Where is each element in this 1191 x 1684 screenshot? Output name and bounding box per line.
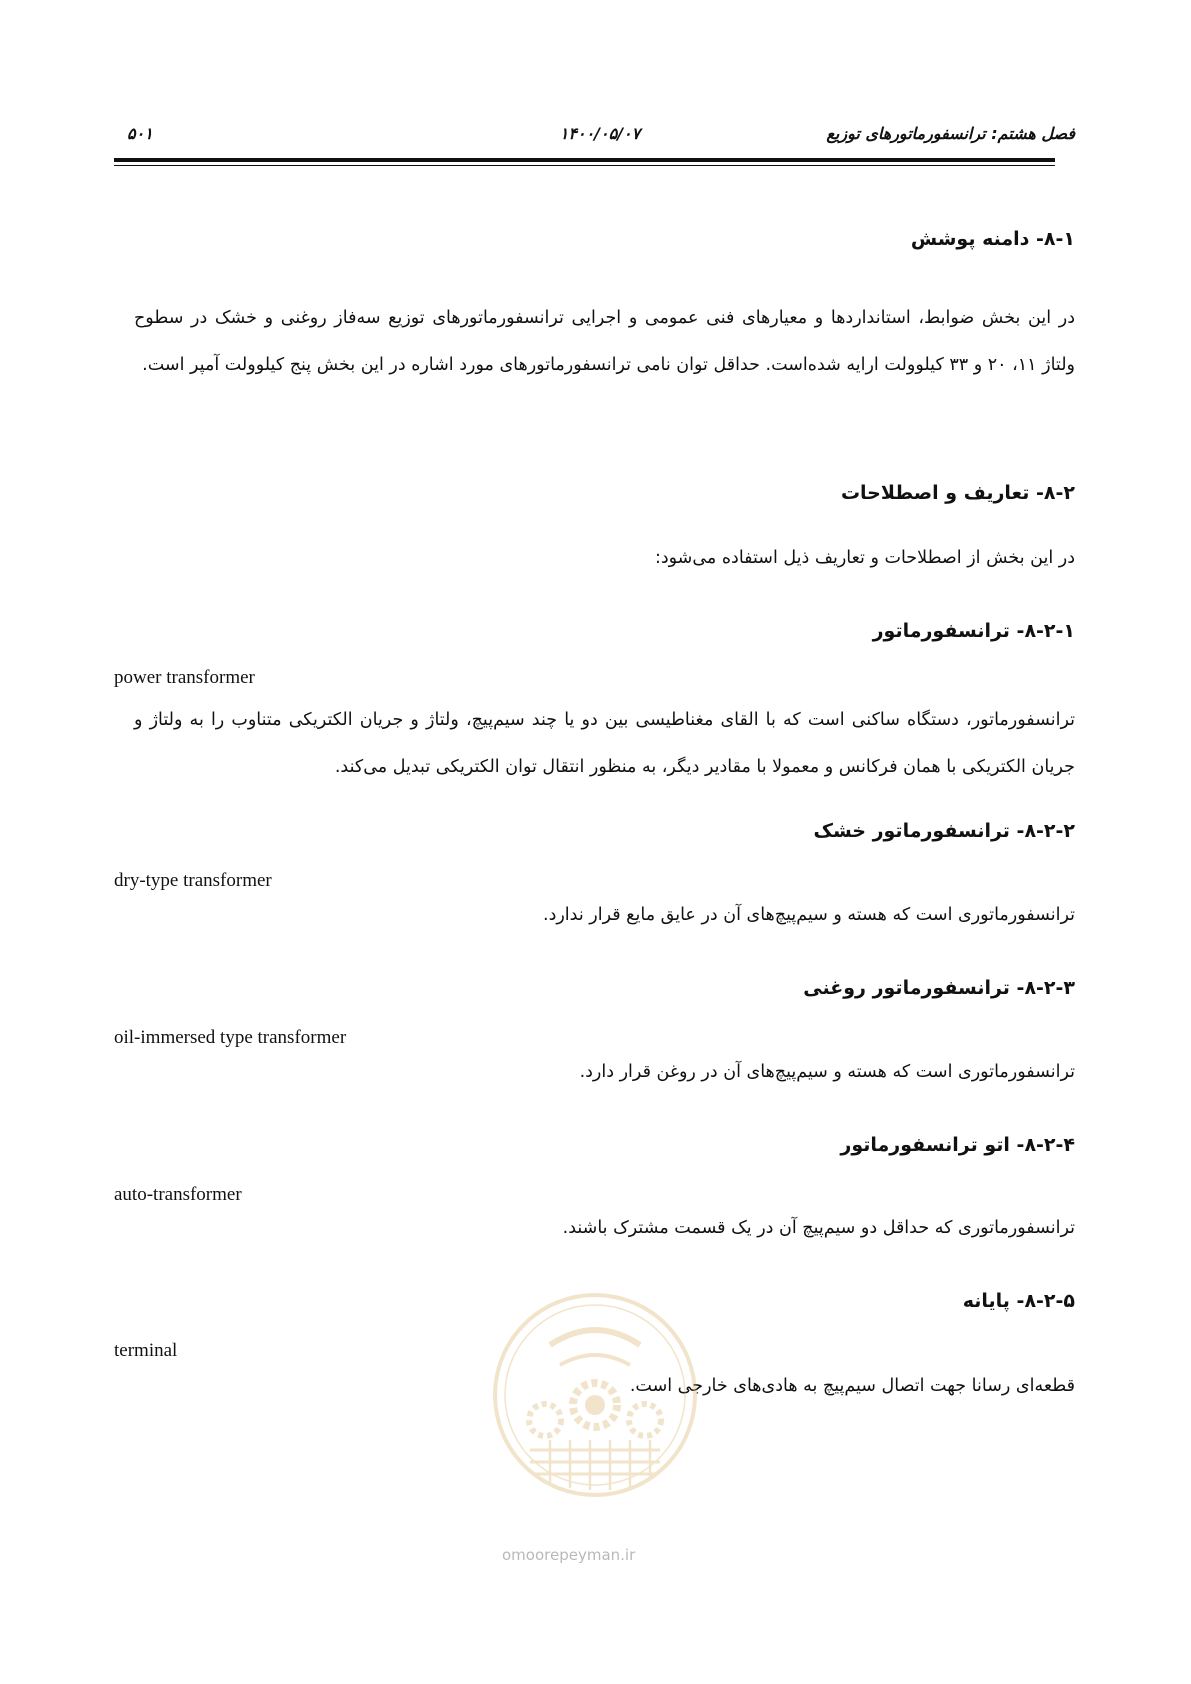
term-english: dry-type transformer	[114, 870, 272, 891]
term-definition: ترانسفورماتوری است که هسته و سیم‌پیچ‌های آن در روغن قرار دارد.	[579, 1062, 1075, 1082]
term-english: power transformer	[114, 667, 255, 688]
term-english: auto-transformer	[114, 1184, 242, 1205]
header-rule-thick	[114, 158, 1055, 162]
section-heading-scope: ۸-۱- دامنه پوشش	[910, 228, 1075, 250]
running-header-chapter: فصل هشتم: ترانسفورماتورهای توزیع	[826, 124, 1075, 143]
watermark-url: omoorepeyman.ir	[502, 1546, 636, 1564]
term-heading: ۸-۲-۲- ترانسفورماتور خشک	[813, 820, 1075, 842]
term-definition: ترانسفورماتوری است که هسته و سیم‌پیچ‌های آن در عایق مایع قرار ندارد.	[543, 905, 1075, 925]
term-english: oil-immersed type transformer	[114, 1027, 347, 1048]
term-heading: ۸-۲-۱- ترانسفورماتور	[872, 620, 1075, 642]
term-definition: ترانسفورماتور، دستگاه ساکنی است که با القای مغناطیسی بین دو یا چند سیم‌پیچ، ولتاژ و جریان الکتریکی متناوب را به ولتاژ و جریان الکتریکی با همان فرکانس و معمولا با مقادیر دیگر، به منظور انتقال توان الکتریکی تبدیل می‌کند.	[134, 710, 1075, 777]
term-definition: قطعه‌ای رسانا جهت اتصال سیم‌پیچ به هادی‌های خارجی است.	[629, 1376, 1075, 1396]
term-heading: ۸-۲-۴- اتو ترانسفورماتور	[840, 1134, 1075, 1156]
running-header-date: ۱۴۰۰/۰۵/۰۷	[559, 124, 641, 143]
watermark-logo-icon	[490, 1290, 700, 1500]
header-rule-thin	[114, 165, 1055, 166]
term-definition: ترانسفورماتوری که حداقل دو سیم‌پیچ آن در یک قسمت مشترک باشند.	[562, 1218, 1075, 1238]
page-number: ۵۰۱	[127, 124, 153, 143]
section-heading-definitions: ۸-۲- تعاریف و اصطلاحات	[840, 482, 1075, 504]
term-heading: ۸-۲-۵- پایانه	[962, 1290, 1075, 1312]
term-english: terminal	[114, 1340, 178, 1361]
term-heading: ۸-۲-۳- ترانسفورماتور روغنی	[803, 977, 1075, 999]
section-paragraph-definitions: در این بخش از اصطلاحات و تعاریف ذیل استفاده می‌شود:	[654, 548, 1075, 568]
section-paragraph-scope: در این بخش ضوابط، استانداردها و معیارهای فنی عمومی و اجرایی ترانسفورماتورهای توزیع سه‌فاز روغنی و خشک در سطوح ولتاژ ۱۱، ۲۰ و ۳۳ کیلوولت ارایه شده‌است. حداقل توان نامی ترانسفورماتورهای مورد اشاره در این بخش پنج کیلوولت آمپر است.	[134, 308, 1075, 375]
